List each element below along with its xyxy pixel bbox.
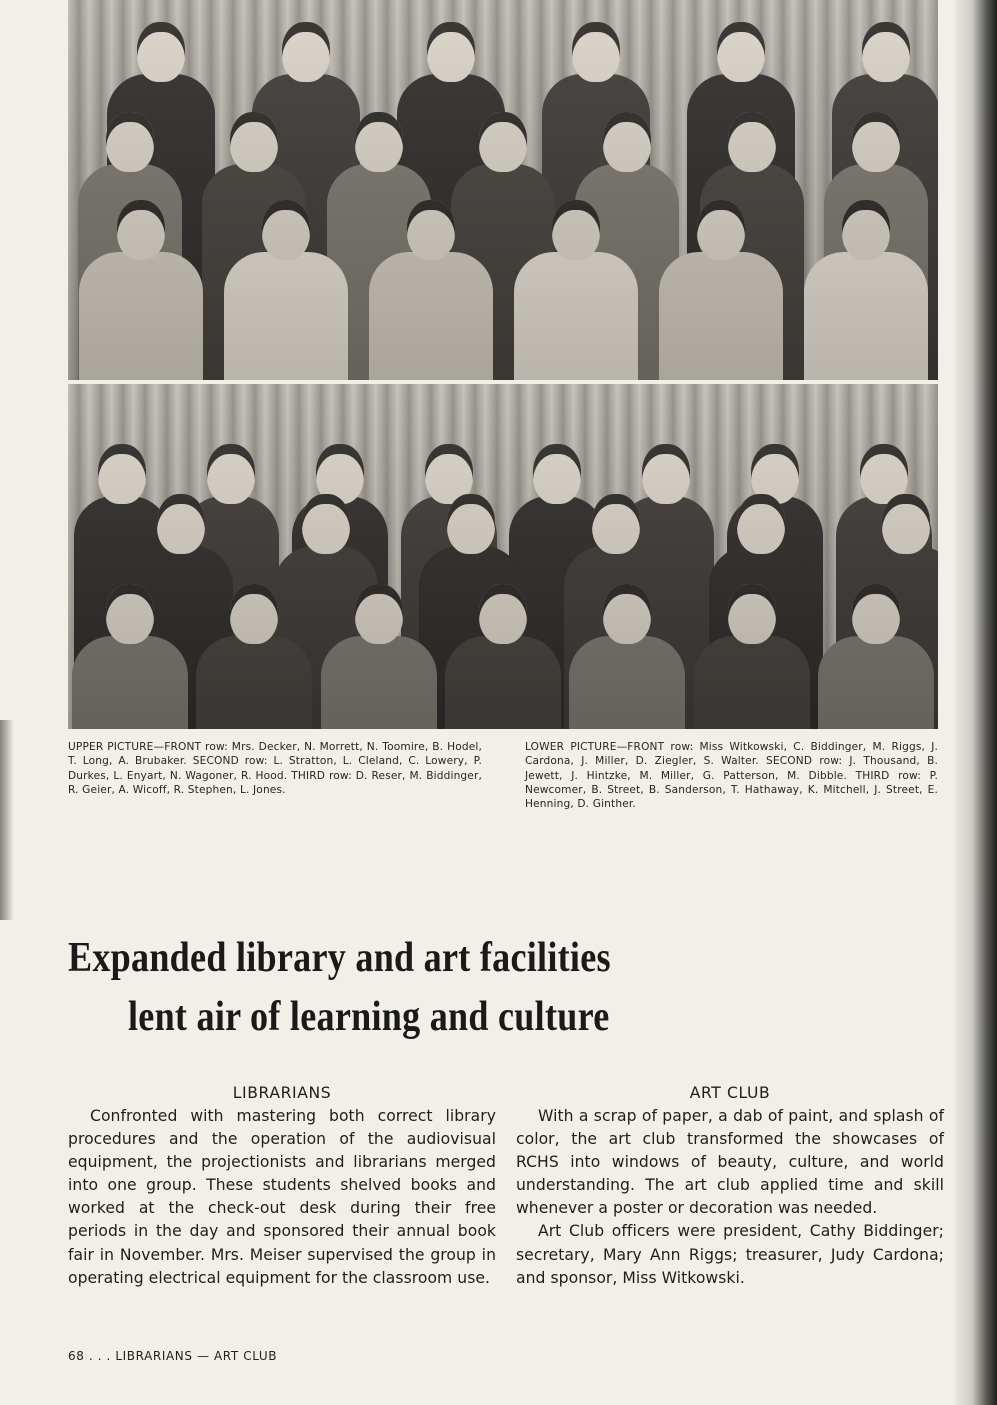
person-silhouette [226, 200, 346, 380]
person-silhouette [701, 494, 821, 729]
headline-line-2: lent air of learning and culture [128, 994, 610, 1040]
person-silhouette [846, 494, 939, 729]
person-silhouette [567, 584, 687, 729]
person-silhouette [692, 584, 812, 729]
person-silhouette [70, 584, 190, 729]
art-club-heading: ART CLUB [689, 1084, 771, 1102]
person-silhouette [536, 22, 656, 380]
person-silhouette [266, 494, 386, 729]
person-silhouette [371, 200, 491, 380]
person-silhouette [101, 22, 221, 380]
person-silhouette [567, 112, 687, 380]
person-silhouette [194, 584, 314, 729]
person-silhouette [194, 112, 314, 380]
person-silhouette [81, 200, 201, 380]
person-silhouette [411, 494, 531, 729]
page-folio: 68 . . . LIBRARIANS — ART CLUB [68, 1349, 278, 1363]
art-club-column [516, 1082, 944, 1290]
person-silhouette [70, 112, 190, 380]
person-silhouette [606, 444, 726, 729]
art-club-paragraph-2: Art Club officers were president, Cathy Biddinger; secretary, Mary Ann Riggs; treasurer, Judy Cardona; and sponsor, Miss Witkowski. [516, 1222, 944, 1287]
person-silhouette [556, 494, 676, 729]
upper-photo-caption: UPPER PICTURE—FRONT row: Mrs. Decker, N. Morrett, N. Toomire, B. Hodel, T. Long, A. Brubaker. SECOND row: L. Stratton, L. Cleland, C. Lowery, P. Durkes, L. Enyart, N. Wagoner, R. Hood. THIRD row: D. Reser, M. Biddinger, R. Geier, A. Wicoff, R. Stephen, L. Jones. [68, 741, 482, 796]
person-silhouette [443, 112, 563, 380]
person-silhouette [171, 444, 291, 729]
page-edge [955, 0, 997, 1405]
person-silhouette [806, 200, 926, 380]
person-silhouette [319, 112, 439, 380]
person-silhouette [826, 22, 939, 380]
page-shadow [0, 720, 14, 920]
upper-group-photo [68, 0, 938, 380]
person-silhouette [497, 444, 617, 729]
lower-photo-caption: LOWER PICTURE—FRONT row: Miss Witkowski, C. Biddinger, M. Riggs, J. Cardona, J. Miller, D. Ziegler, S. Walter. SECOND row: J. Thousand, B. Jewett, J. Hintzke, M. Miller, G. Patterson, M. Dibble. THIRD row: P. Newcomer, B. Street, B. Sanderson, T. Hathaway, K. Mitchell, J. Street, E. Henning, D. Ginther. [525, 741, 938, 811]
person-silhouette [280, 444, 400, 729]
librarians-paragraph: Confronted with mastering both correct library procedures and the operation of the audiovisual equipment, the projectionists and librarians merged into one group. These students shelved books and worked at the check-out desk during their free periods in the day and sponsored their annual book fair in November. Mrs. Meiser supervised the group in operating electrical equipment for the classroom use. [68, 1107, 496, 1287]
art-club-paragraph-1: With a scrap of paper, a dab of paint, and splash of color, the art club transformed the showcases of RCHS into windows of beauty, culture, and world understanding. The art club applied time and skill whenever a poster or decoration was needed. [516, 1107, 944, 1218]
person-silhouette [391, 22, 511, 380]
headline-line-1: Expanded library and art facilities [68, 935, 611, 981]
person-silhouette [824, 444, 938, 729]
person-silhouette [246, 22, 366, 380]
lower-group-photo [68, 384, 938, 729]
person-silhouette [816, 584, 936, 729]
librarians-heading: LIBRARIANS [232, 1084, 332, 1102]
person-silhouette [443, 584, 563, 729]
person-silhouette [692, 112, 812, 380]
person-silhouette [68, 444, 182, 729]
person-silhouette [661, 200, 781, 380]
person-silhouette [389, 444, 509, 729]
person-silhouette [681, 22, 801, 380]
librarians-column [68, 1082, 496, 1290]
person-silhouette [816, 112, 936, 380]
person-silhouette [319, 584, 439, 729]
person-silhouette [516, 200, 636, 380]
person-silhouette [715, 444, 835, 729]
person-silhouette [121, 494, 241, 729]
